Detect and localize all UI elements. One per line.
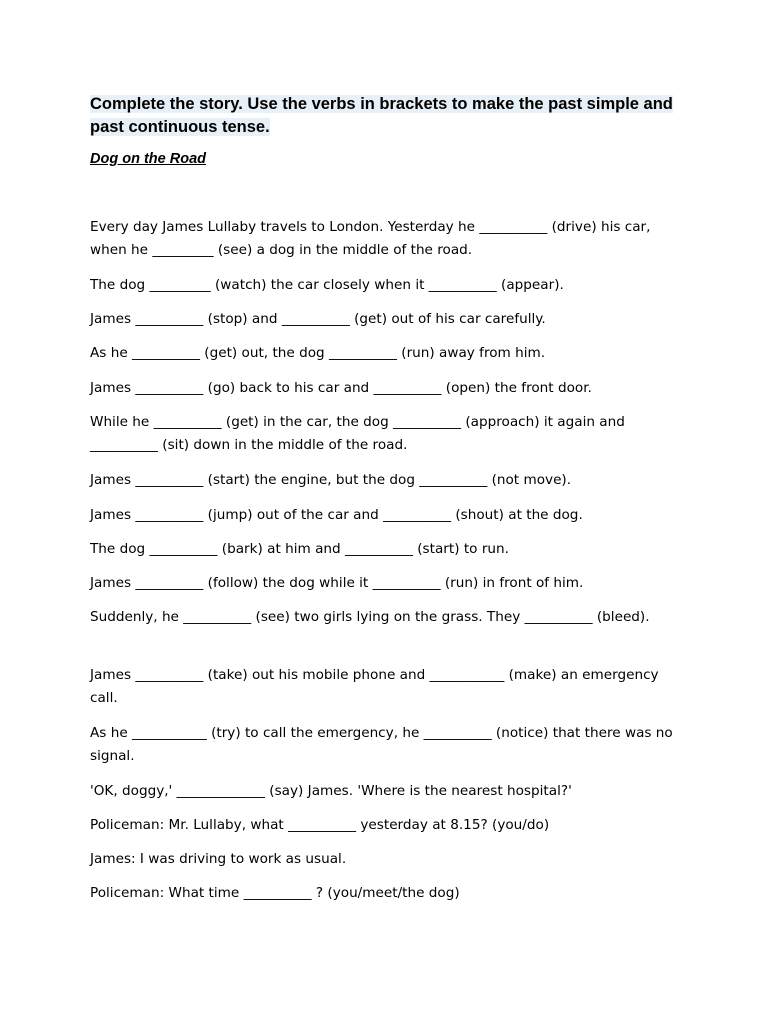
- story-paragraph-3: James __________ (stop) and __________ (get) out of his car carefully.: [90, 311, 546, 327]
- story-paragraph-2: The dog _________ (watch) the car closely when it __________ (appear).: [90, 277, 564, 293]
- story-paragraph-11: Suddenly, he __________ (see) two girls lying on the grass. They __________ (bleed).: [90, 609, 650, 625]
- story-paragraph-15: Policeman: Mr. Lullaby, what __________ yesterday at 8.15? (you/do): [90, 817, 550, 833]
- story-paragraph-8: James __________ (jump) out of the car and __________ (shout) at the dog.: [90, 507, 583, 523]
- story-paragraph-10: James __________ (follow) the dog while it __________ (run) in front of him.: [90, 575, 584, 591]
- story-paragraph-17: Policeman: What time __________ ? (you/meet/the dog): [90, 885, 460, 901]
- story-paragraph-6: While he __________ (get) in the car, the dog __________ (approach) it again and __________ (sit) down in the middle of the road.: [90, 414, 625, 453]
- story-paragraph-5: James __________ (go) back to his car and __________ (open) the front door.: [90, 380, 592, 396]
- story-paragraph-7: James __________ (start) the engine, but the dog __________ (not move).: [90, 472, 572, 488]
- story-paragraph-1: Every day James Lullaby travels to London. Yesterday he __________ (drive) his car, when he _________ (see) a dog in the middle of the road.: [90, 219, 651, 258]
- story-title: Dog on the Road: [90, 151, 206, 167]
- story-paragraph-9: The dog __________ (bark) at him and __________ (start) to run.: [90, 541, 509, 557]
- story-paragraph-16: James: I was driving to work as usual.: [90, 851, 347, 867]
- story-paragraph-12: James __________ (take) out his mobile phone and ___________ (make) an emergency call.: [90, 667, 659, 706]
- instructions-text: Complete the story. Use the verbs in brackets to make the past simple and past continuous tense.: [90, 95, 673, 136]
- story-paragraph-14: 'OK, doggy,' _____________ (say) James. 'Where is the nearest hospital?': [90, 783, 572, 799]
- instructions-heading: [90, 93, 690, 139]
- story-paragraph-4: As he __________ (get) out, the dog __________ (run) away from him.: [90, 345, 546, 361]
- story-paragraph-13: As he ___________ (try) to call the emergency, he __________ (notice) that there was no signal.: [90, 725, 673, 764]
